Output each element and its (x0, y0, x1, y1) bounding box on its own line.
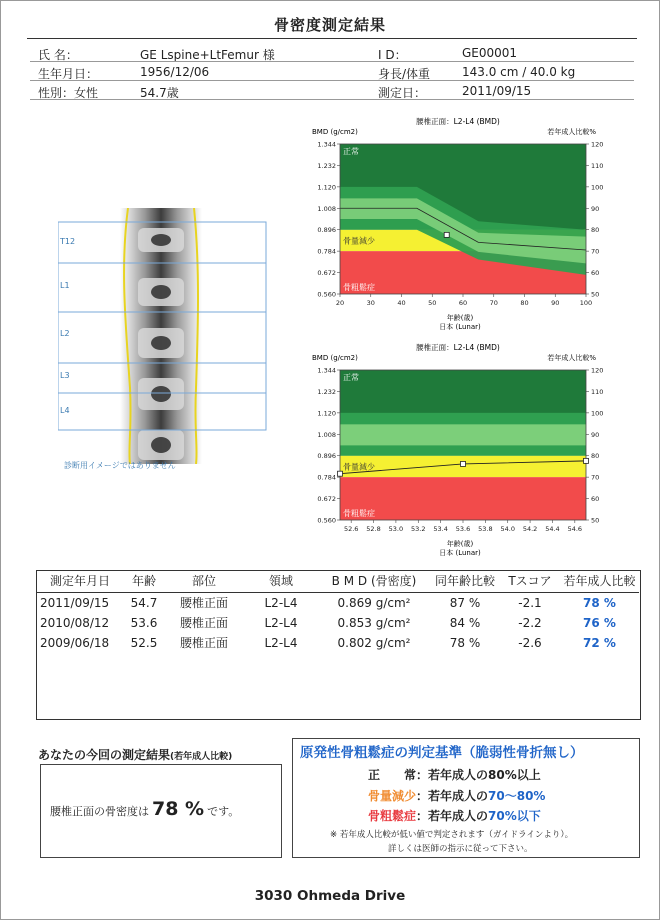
table-cell: 53.6 (130, 615, 158, 630)
table-row (36, 633, 639, 653)
y2-tick-label: 50 (591, 290, 600, 299)
zone-osteoporosis (340, 477, 586, 520)
table-header-row (36, 570, 639, 593)
criteria-osteopenia: 骨量減少：若年成人の70～80% (368, 789, 546, 803)
y2-tick-label: 100 (591, 183, 604, 192)
measure-date-label: 測定日： (378, 86, 427, 100)
col-header: Tスコア (500, 570, 560, 593)
table-cell: L2-L4 (264, 595, 298, 610)
x-tick-label: 53.6 (455, 525, 471, 533)
table-cell: 0.802 g/cm² (337, 635, 411, 650)
x-tick-label: 54.6 (567, 525, 583, 533)
height-weight-label: 身長/体重 (378, 67, 431, 81)
y2-tick-label: 110 (591, 161, 604, 170)
y2-tick-label: 120 (591, 140, 604, 149)
bmd-trend-chart (310, 342, 610, 562)
zone-label: 骨粗鬆症 (343, 509, 375, 518)
data-point (584, 458, 589, 463)
result-value: 78 % (152, 798, 205, 820)
data-point (461, 461, 466, 466)
table-cell: 0.869 g/cm² (337, 595, 411, 610)
y-tick-label: 0.560 (317, 290, 336, 299)
sex-label: 性別：女性 (38, 86, 99, 100)
chart-title: 腰椎正面：L2-L4 (BMD) (416, 117, 500, 126)
x-tick-label: 54.0 (500, 525, 515, 533)
col-header: 年齢 (124, 570, 164, 593)
y2-axis-label: 若年成人比較% (547, 128, 596, 136)
table-cell: 腰椎正面 (179, 596, 228, 610)
criteria-title: 原発性骨粗鬆症の判定基準（脆弱性骨折無し） (300, 745, 584, 761)
col-header: 領域 (244, 570, 318, 593)
vertebra-label: T12 (60, 237, 76, 246)
reference-band-inner (340, 424, 586, 445)
y-axis-label: BMD (g/cm2) (312, 354, 358, 362)
y-tick-label: 0.672 (317, 269, 336, 278)
table-row (36, 593, 639, 614)
y2-tick-label: 90 (591, 204, 600, 213)
x-axis-sublabel: 日本 (Lunar) (439, 323, 481, 331)
table-cell: 72 % (583, 635, 616, 650)
table-cell: 腰椎正面 (179, 616, 228, 630)
zone-label: 骨量減少 (343, 236, 375, 246)
measure-date-value: 2011/09/15 (462, 84, 532, 98)
criteria-note: 詳しくは医師の指示に従って下さい。 (388, 844, 533, 854)
result-statement: 腰椎正面の骨密度は 78 % です。 (50, 798, 240, 820)
info-divider (30, 99, 634, 100)
zone-label: 骨量減少 (343, 462, 375, 472)
table-cell: 2011/09/15 (40, 595, 110, 610)
y-tick-label: 1.232 (317, 387, 336, 396)
table-cell: -2.6 (518, 635, 542, 650)
xray-caption: 診断用イメージではありません (64, 461, 176, 470)
y-tick-label: 1.344 (317, 140, 336, 149)
x-axis-sublabel: 日本 (Lunar) (439, 549, 481, 557)
table-cell: 78 % (583, 595, 616, 610)
y-tick-label: 1.008 (317, 430, 336, 439)
criteria-normal: 正 常：若年成人の80%以上 (368, 768, 541, 782)
criteria-note: ※ 若年成人比較が低い値で判定されます（ガイドラインより）。 (330, 830, 574, 840)
x-tick-label: 40 (397, 299, 406, 307)
zone-label: 正常 (343, 147, 359, 156)
y-axis-label: BMD (g/cm2) (312, 128, 358, 136)
y2-tick-label: 50 (591, 516, 600, 525)
y-tick-label: 0.672 (317, 495, 336, 504)
y-tick-label: 1.344 (317, 366, 336, 375)
table-cell: 2010/08/12 (40, 615, 110, 630)
name-value: GE Lspine+LtFemur 様 (140, 48, 275, 62)
x-axis-label: 年齢(歳) (446, 540, 474, 548)
dob-value: 1956/12/06 (140, 65, 210, 79)
table-cell: 76 % (583, 615, 616, 630)
results-table (36, 570, 639, 653)
y-tick-label: 1.120 (317, 409, 336, 418)
table-cell: -2.1 (518, 595, 542, 610)
col-header: 同年齢比較 (430, 570, 500, 593)
x-axis-label: 年齢(歳) (446, 314, 474, 322)
report-title: 骨密度測定結果 (273, 16, 386, 34)
col-header: B M D (骨密度) (318, 570, 430, 593)
y-tick-label: 0.896 (317, 226, 336, 235)
col-header: 若年成人比較 (560, 570, 639, 593)
x-tick-label: 80 (520, 299, 529, 307)
y2-tick-label: 80 (591, 226, 600, 235)
col-header: 測定年月日 (36, 570, 124, 593)
table-cell: L2-L4 (264, 615, 298, 630)
table-cell: L2-L4 (264, 635, 298, 650)
y-tick-label: 1.008 (317, 204, 336, 213)
y-tick-label: 0.784 (317, 247, 336, 256)
id-value: GE00001 (462, 46, 518, 60)
x-tick-label: 90 (551, 299, 560, 307)
info-divider (30, 61, 634, 62)
table-cell: 87 % (449, 595, 481, 610)
x-tick-label: 53.2 (411, 525, 426, 533)
table-row (36, 613, 639, 633)
x-tick-label: 54.4 (545, 525, 560, 533)
id-label: I D： (378, 48, 407, 62)
x-tick-label: 50 (428, 299, 437, 307)
zone-label: 正常 (343, 373, 359, 382)
y-tick-label: 0.560 (317, 516, 336, 525)
bmd-age-chart (310, 116, 610, 336)
y2-tick-label: 100 (591, 409, 604, 418)
y2-tick-label: 120 (591, 366, 604, 375)
y-tick-label: 1.232 (317, 161, 336, 170)
x-tick-label: 100 (579, 299, 593, 307)
x-tick-label: 70 (489, 299, 498, 307)
x-tick-label: 20 (335, 299, 345, 307)
y2-tick-label: 70 (591, 473, 600, 482)
info-divider (30, 80, 634, 81)
criteria-osteoporosis: 骨粗鬆症：若年成人の70%以下 (368, 809, 541, 823)
x-tick-label: 60 (458, 299, 468, 307)
col-header: 部位 (164, 570, 244, 593)
table-cell: 2009/06/18 (40, 635, 110, 650)
x-tick-label: 52.6 (343, 525, 359, 533)
table-cell: 腰椎正面 (179, 636, 228, 650)
zone-label: 骨粗鬆症 (343, 283, 375, 292)
data-point (338, 471, 343, 476)
y-tick-label: 1.120 (317, 183, 336, 192)
vertebra-label: L2 (60, 329, 70, 338)
x-tick-label: 53.4 (433, 525, 448, 533)
vertebra-label: L1 (60, 281, 70, 290)
result-panel-title: あなたの今回の測定結果(若年成人比較) (38, 748, 233, 762)
y-tick-label: 0.784 (317, 473, 336, 482)
vertebra-label: L3 (60, 371, 70, 380)
y2-tick-label: 80 (591, 452, 600, 461)
footer-address: 3030 Ohmeda Drive (254, 888, 406, 904)
x-tick-label: 52.8 (366, 525, 381, 533)
chart-title: 腰椎正面：L2-L4 (BMD) (416, 343, 500, 352)
table-cell: 84 % (449, 615, 481, 630)
table-cell: -2.2 (518, 615, 542, 630)
y2-tick-label: 60 (591, 269, 600, 278)
y-tick-label: 0.896 (317, 452, 336, 461)
table-cell: 54.7 (130, 595, 158, 610)
header-rule (27, 38, 637, 39)
vertebra-label: L4 (60, 406, 70, 415)
x-tick-label: 54.2 (522, 525, 538, 533)
name-label: 氏 名： (38, 48, 78, 62)
table-cell: 52.5 (130, 635, 158, 650)
table-cell: 0.853 g/cm² (337, 615, 411, 630)
y2-axis-label: 若年成人比較% (547, 354, 596, 362)
age-value: 54.7歳 (140, 86, 179, 100)
data-point (444, 232, 449, 237)
x-tick-label: 53.8 (478, 525, 493, 533)
y2-tick-label: 70 (591, 247, 600, 256)
x-tick-label: 30 (366, 299, 375, 307)
height-weight-value: 143.0 cm / 40.0 kg (462, 65, 576, 79)
y2-tick-label: 90 (591, 430, 600, 439)
y2-tick-label: 60 (591, 495, 600, 504)
dob-label: 生年月日： (38, 67, 99, 81)
table-cell: 78 % (449, 635, 481, 650)
x-tick-label: 53.0 (388, 525, 404, 533)
spine-xray-image (58, 208, 268, 464)
y2-tick-label: 110 (591, 387, 604, 396)
